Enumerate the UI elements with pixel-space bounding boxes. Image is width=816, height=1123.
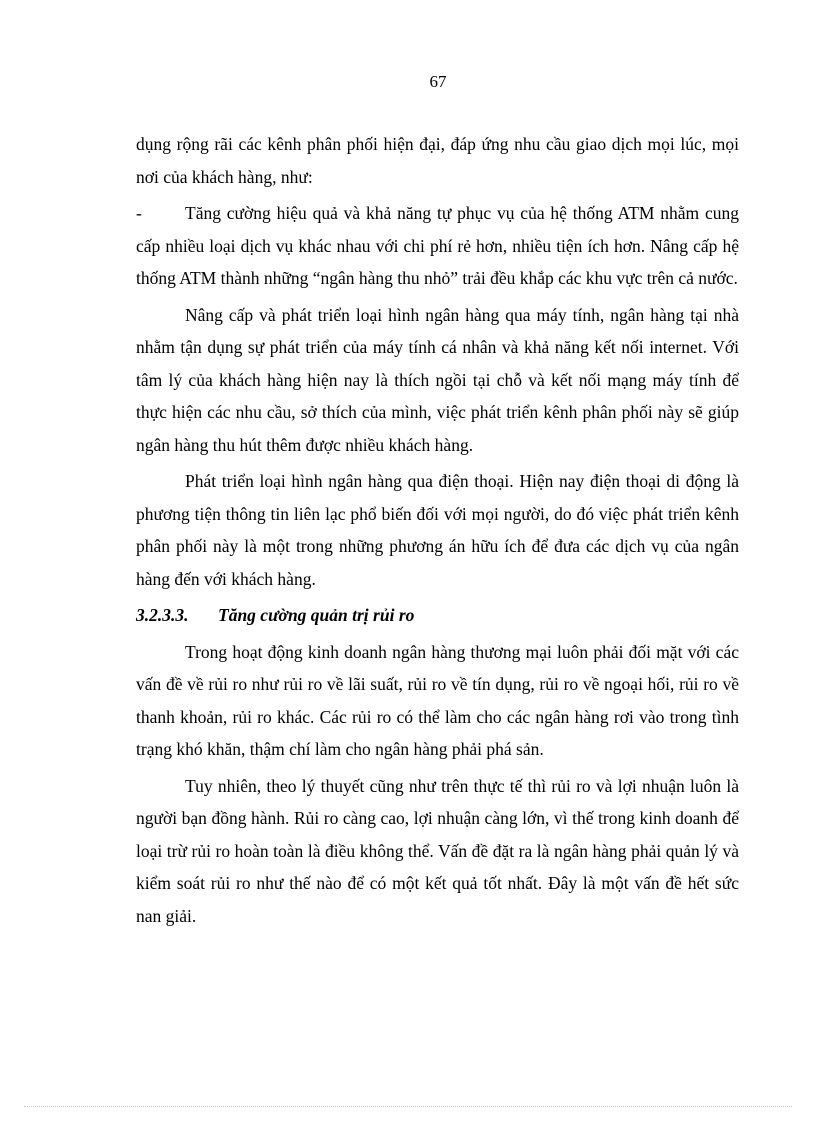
paragraph-risk-types: Trong hoạt động kinh doanh ngân hàng thương mại luôn phải đối mặt với các vấn đề về rủi ro như rủi ro về lãi suất, rủi ro về tín dụng, rủi ro về ngoại hối, rủi ro về thanh khoản, rủi ro khác. Các rủi ro có thể làm cho các ngân hàng rơi vào trong tình trạng khó khăn, thậm chí làm cho ngân hàng phải phá sản. <box>136 641 739 759</box>
paragraph-phone-banking: Phát triển loại hình ngân hàng qua điện thoại. Hiện nay điện thoại di động là phương tiện thông tin liên lạc phổ biến đối với mọi người, do đó việc phát triển kênh phân phối này là một trong những phương án hữu ích để đưa các dịch vụ của ngân hàng đến với khách hàng. <box>136 471 739 589</box>
bullet-atm <box>136 197 739 295</box>
bullet-atm-text: Tăng cường hiệu quả và khả năng tự phục vụ của hệ thống ATM nhằm cung cấp nhiều loại dịch vụ khác nhau với chi phí rẻ hơn, nhiều tiện ích hơn. Nâng cấp hệ thống ATM thành những “ngân hàng thu nhỏ” trải đều khắp các khu vực trên cả nước. <box>136 203 739 288</box>
section-heading <box>136 599 739 632</box>
page-bottom-border <box>24 1106 792 1107</box>
paragraph-risk-management: Tuy nhiên, theo lý thuyết cũng như trên thực tế thì rủi ro và lợi nhuận luôn là người bạn đồng hành. Rủi ro càng cao, lợi nhuận càng lớn, vì thế trong kinh doanh để loại trừ rủi ro hoàn toàn là điều không thể. Vấn đề đặt ra là ngân hàng phải quản lý và kiểm soát rủi ro như thế nào để có một kết quả tốt nhất. Đây là một vấn đề hết sức nan giải. <box>136 775 739 926</box>
section-heading-number: 3.2.3.3. <box>136 605 189 625</box>
bullet-dash: - <box>136 203 142 223</box>
paragraph-computer-banking: Nâng cấp và phát triển loại hình ngân hàng qua máy tính, ngân hàng tại nhà nhằm tận dụng sự phát triển của máy tính cá nhân và khả năng kết nối internet. Với tâm lý của khách hàng hiện nay là thích ngồi tại chỗ và kết nối mạng máy tính để thực hiện các nhu cầu, sở thích của mình, việc phát triển kênh phân phối này sẽ giúp ngân hàng thu hút thêm được nhiều khách hàng. <box>136 304 739 455</box>
page-number: 67 <box>429 72 447 91</box>
paragraph-intro: dụng rộng rãi các kênh phân phối hiện đại, đáp ứng nhu cầu giao dịch mọi lúc, mọi nơi của khách hàng, như: <box>136 134 739 187</box>
section-heading-title: Tăng cường quản trị rủi ro <box>218 605 415 625</box>
document-body <box>136 128 739 932</box>
